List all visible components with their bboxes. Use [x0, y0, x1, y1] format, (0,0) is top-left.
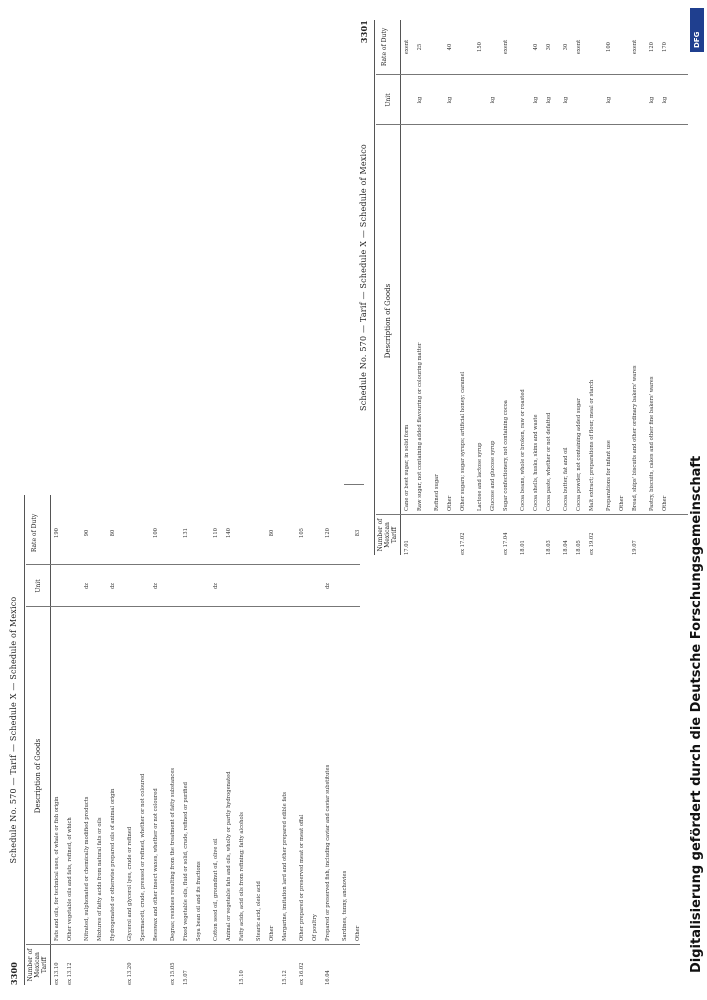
duty-value: 30 — [546, 43, 552, 51]
duty-value: 110 — [213, 528, 219, 538]
unit-value: dz — [213, 582, 219, 590]
goods-description: Cocoa butter, fat and oil — [563, 447, 569, 511]
duty-value: 40 — [533, 43, 539, 51]
goods-description: Bread, ships' biscuits and other ordinary bakers' wares — [632, 365, 638, 511]
duty-value: 120 — [325, 528, 331, 538]
duty-value: 90 — [84, 529, 90, 537]
header-rule — [24, 495, 25, 985]
left-page-header — [8, 495, 22, 985]
goods-description: Cocoa paste, whether or not defatted — [546, 412, 552, 511]
goods-description: Other — [619, 495, 625, 511]
goods-description: Cotton seed oil, groundnut oil, olive oil — [213, 838, 219, 941]
goods-description: Other prepared or preserved meat or meat offal — [299, 814, 305, 941]
duty-value: 25 — [417, 43, 423, 51]
unit-value: dz — [325, 582, 331, 590]
unit-value: kg — [606, 96, 612, 104]
duty-value: 40 — [447, 43, 453, 51]
tariff-number: ex 13.20 — [127, 962, 133, 985]
duty-value: exent — [404, 39, 410, 55]
unit-value: kg — [417, 96, 423, 104]
goods-description: Of poultry — [312, 914, 318, 941]
right-page-number: 3301 — [359, 20, 369, 44]
unit-value: dz — [110, 582, 116, 590]
col-head-unit: Unit — [35, 579, 42, 593]
goods-description: Nitrated, sulphonated or chemically modified products — [84, 796, 90, 941]
tariff-number: ex 13.12 — [67, 962, 73, 985]
tariff-number: 19.07 — [632, 540, 638, 555]
left-page-number: 3300 — [9, 961, 19, 985]
goods-description: Cocoa powder, not containing added sugar — [576, 398, 582, 511]
duty-value: 190 — [54, 528, 60, 538]
tariff-number: 15.12 — [282, 970, 288, 985]
tariff-number: 18.03 — [546, 540, 552, 555]
col-head-unit: Unit — [385, 93, 392, 107]
dfg-badge-text: DFG — [693, 31, 701, 48]
duty-value: 105 — [299, 528, 305, 538]
goods-description: Other vegetable oils and fats, refined, of which — [67, 817, 73, 941]
goods-description: Stearic acid, oleic acid — [256, 881, 262, 941]
tariff-number: 18.04 — [563, 540, 569, 555]
tariff-number: 17.01 — [404, 540, 410, 555]
goods-description: Refined sugar — [434, 474, 440, 511]
goods-description: Spermaceti, crude, pressed or refined, whether or not coloured — [140, 773, 146, 941]
duty-value: exent — [576, 39, 582, 55]
goods-description: Glucose and glucose syrup — [490, 440, 496, 511]
right-page — [358, 20, 688, 555]
goods-description: Sardines, tunny, anchovies — [342, 870, 348, 941]
goods-description: Hydrogenated or otherwise prepared oils of animal origin — [110, 788, 116, 941]
duty-value: 100 — [153, 528, 159, 538]
goods-description: Other — [662, 495, 668, 511]
duty-value: exent — [632, 39, 638, 55]
left-page — [8, 495, 360, 985]
goods-description: Mixtures of fatty acids from natural fats or oils — [97, 817, 103, 941]
col-head-description: Description of Goods — [384, 283, 392, 359]
left-page-rows — [54, 495, 360, 985]
right-page-rows — [404, 20, 688, 555]
goods-description: Other — [355, 925, 361, 941]
tariff-number: ex 15.05 — [170, 962, 176, 985]
goods-description: Lactose and lactose syrup — [477, 442, 483, 511]
tariff-number: ex 13.10 — [54, 962, 60, 985]
goods-description: Cocoa shells, husks, skins and waste — [533, 414, 539, 511]
tariff-number: 18.01 — [520, 540, 526, 555]
col-head-description: Description of Goods — [34, 738, 42, 814]
goods-description: Fats and oils, for technical uses, of whale or fish origin — [54, 796, 60, 941]
right-page-title: Schedule No. 570 — Tarif — Schedule X — Schedule of Mexico — [359, 144, 368, 411]
goods-description: Glycerol and glycerol lyes, crude or refined — [127, 826, 133, 941]
goods-description: Animal or vegetable fats and oils, wholly or partly hydrogenated — [226, 771, 232, 941]
goods-description: Fatty acids, acid oils from refining; fatty alcohols — [239, 812, 245, 941]
tariff-number: 15.10 — [239, 970, 245, 985]
duty-value: 30 — [563, 43, 569, 51]
unit-value: dz — [153, 582, 159, 590]
unit-value: kg — [490, 96, 496, 104]
unit-value: kg — [447, 96, 453, 104]
goods-description: Margarine, imitation lard and other prepared edible fats — [282, 791, 288, 941]
col-head-tariff: Number of Mexican Tariff — [27, 948, 48, 982]
left-page-title: Schedule No. 570 — Tarif — Schedule X — Schedule of Mexico — [9, 596, 18, 864]
goods-description: Soya bean oil and its fractions — [196, 861, 202, 941]
duty-value: 120 — [649, 42, 655, 52]
goods-description: Raw sugar, not containing added flavouring or colouring matter — [417, 342, 423, 511]
duty-value: 140 — [226, 528, 232, 538]
goods-description: Other — [269, 925, 275, 941]
tariff-number: ex 17.04 — [503, 532, 509, 555]
goods-description: Pastry, biscuits, cakes and other fine bakers' wares — [649, 376, 655, 511]
goods-description: Degras; residues resulting from the treatment of fatty substances — [170, 767, 176, 941]
goods-description: Malt extract; preparations of flour, meal or starch — [589, 379, 595, 511]
duty-value: 100 — [606, 42, 612, 52]
goods-description: Preparations for infant use — [606, 440, 612, 511]
tariff-number: ex 19.02 — [589, 532, 595, 555]
dfg-watermark-text: Digitalisierung gefördert durch die Deutsche Forschungsgemeinschaft — [689, 455, 704, 973]
tariff-number: 15.07 — [183, 970, 189, 985]
goods-description: Other sugars; sugar syrups; artificial honey; caramel — [460, 371, 466, 511]
duty-value: 83 — [355, 529, 361, 537]
col-head-duty: Rate of Duty — [381, 27, 388, 67]
goods-description: Other — [447, 495, 453, 511]
column-head-rule — [400, 20, 401, 555]
unit-value: kg — [563, 96, 569, 104]
unit-value: dz — [84, 582, 90, 590]
dfg-watermark — [687, 10, 705, 988]
goods-description: Beeswax and other insect waxes, whether or not coloured — [153, 788, 159, 941]
unit-value: kg — [649, 96, 655, 104]
duty-value: 131 — [183, 528, 189, 538]
header-rule — [374, 20, 375, 555]
goods-description: Sugar confectionery, not containing cocoa — [503, 400, 509, 511]
goods-description: Prepared or preserved fish, including caviar and caviar substitutes — [325, 764, 331, 941]
duty-value: 80 — [110, 529, 116, 537]
tariff-number: 16.04 — [325, 970, 331, 985]
column-head-rule — [50, 495, 51, 985]
goods-description: Cocoa beans, whole or broken, raw or roasted — [520, 389, 526, 511]
unit-value: kg — [533, 96, 539, 104]
goods-description: Cane or beet sugar, in solid form — [404, 424, 410, 511]
tariff-number: ex 16.02 — [299, 962, 305, 985]
tariff-number: 18.05 — [576, 540, 582, 555]
right-page-header — [358, 20, 372, 555]
goods-description: Fixed vegetable oils, fluid or solid, crude, refined or purified — [183, 781, 189, 941]
tariff-number: ex 17.02 — [460, 532, 466, 555]
col-head-tariff: Number of Mexican Tariff — [377, 518, 398, 552]
duty-value: exent — [503, 39, 509, 55]
col-head-duty: Rate of Duty — [31, 513, 38, 553]
duty-value: 150 — [477, 42, 483, 52]
unit-value: kg — [546, 96, 552, 104]
duty-value: 80 — [269, 529, 275, 537]
unit-value: kg — [662, 96, 668, 104]
duty-value: 170 — [662, 42, 668, 52]
